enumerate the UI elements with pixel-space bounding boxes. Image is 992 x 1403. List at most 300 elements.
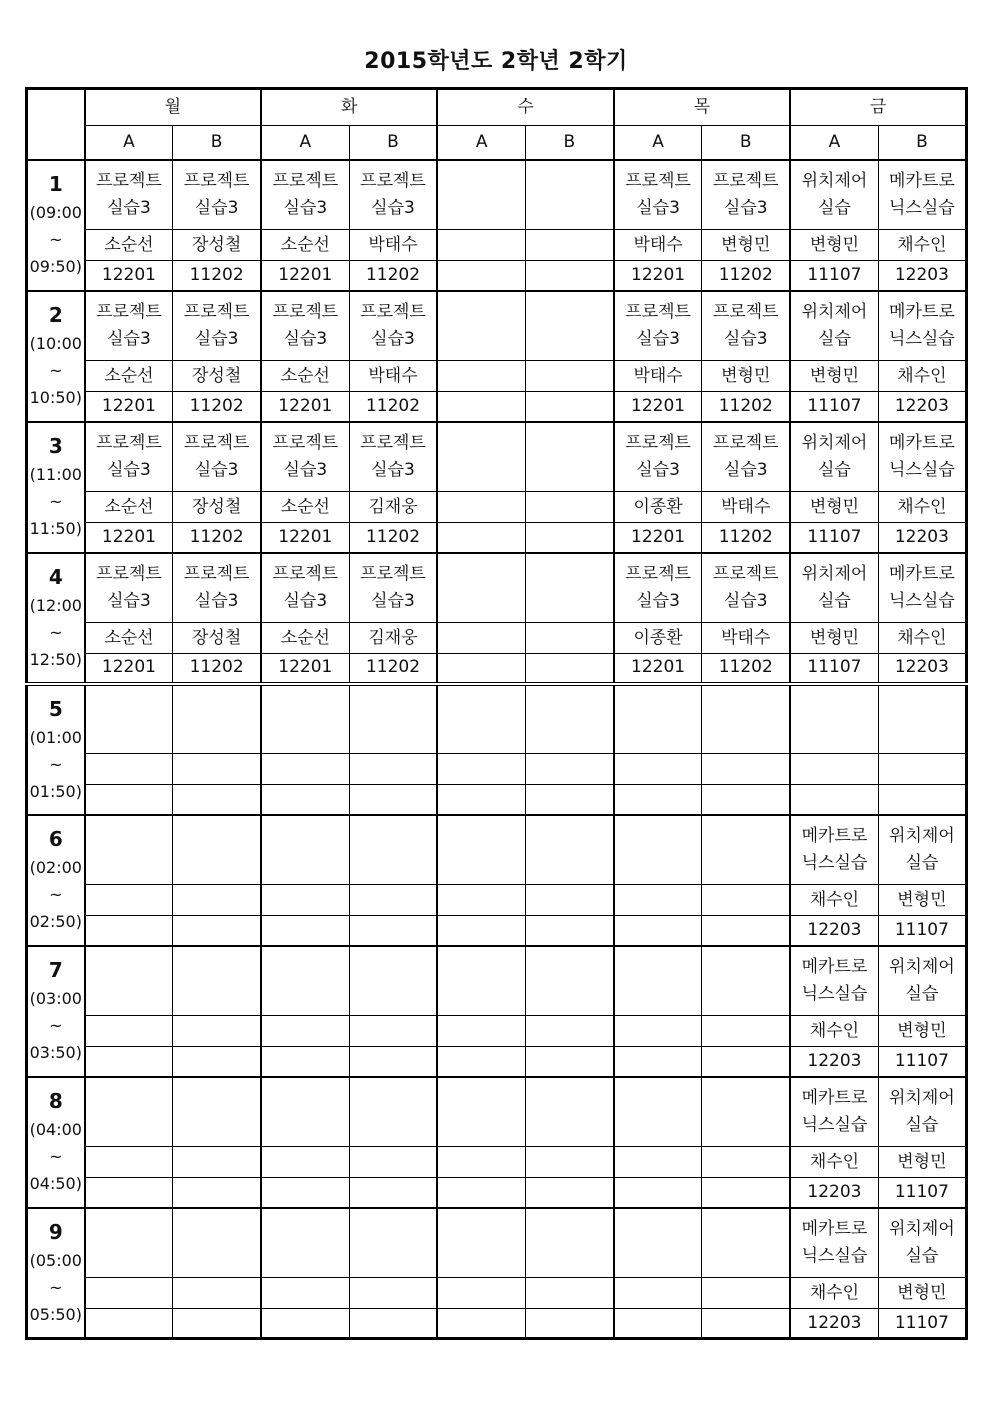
subject-cell xyxy=(261,553,349,623)
subject-cell xyxy=(349,291,437,361)
subject-cell xyxy=(437,815,525,885)
subject-line: 실습 xyxy=(905,983,939,1004)
subject-line: 닉스실습 xyxy=(801,852,868,873)
room-cell xyxy=(349,1178,437,1208)
subject-cell xyxy=(790,946,878,1016)
teacher-cell xyxy=(437,1016,525,1047)
subject-line: 프로젝트 xyxy=(272,563,339,584)
subject-line: 프로젝트 xyxy=(625,563,691,584)
teacher-cell xyxy=(85,1016,173,1047)
teacher-cell: 박태수 xyxy=(349,361,437,392)
room-cell xyxy=(437,261,525,291)
teacher-cell: 채수인 xyxy=(878,492,966,523)
period-start: (11:00 xyxy=(29,464,82,484)
subject-cell xyxy=(85,422,173,492)
period-end: 12:50) xyxy=(29,649,82,669)
subject-line: 프로젝트 xyxy=(360,563,426,584)
subject-line: 프로젝트 xyxy=(96,432,162,453)
teacher-cell xyxy=(173,1147,261,1178)
period-sep: ~ xyxy=(49,622,63,642)
subject-cell xyxy=(85,684,173,754)
period-number: 4 xyxy=(48,564,63,589)
room-cell xyxy=(526,523,614,553)
subject-cell xyxy=(878,422,966,492)
subject-line: 실습3 xyxy=(107,459,151,480)
room-cell: 11107 xyxy=(790,261,878,291)
period-row-room xyxy=(27,654,967,684)
subject-cell xyxy=(173,1077,261,1147)
subject-line: 위치제어 xyxy=(801,432,868,453)
subject-cell xyxy=(702,1077,790,1147)
subject-cell xyxy=(614,1208,702,1278)
subject-cell xyxy=(614,291,702,361)
subject-cell xyxy=(526,1208,614,1278)
day-header: 수 xyxy=(437,89,613,126)
room-cell: 12201 xyxy=(261,261,349,291)
subject-line: 메카트로 xyxy=(801,825,868,846)
subject-cell xyxy=(437,291,525,361)
subject-cell xyxy=(85,553,173,623)
room-cell: 12201 xyxy=(261,654,349,684)
teacher-cell: 장성철 xyxy=(173,361,261,392)
subject-line: 실습3 xyxy=(107,328,151,349)
room-cell xyxy=(173,916,261,946)
subject-cell xyxy=(526,160,614,230)
subject-line: 닉스실습 xyxy=(889,197,955,218)
period-number: 9 xyxy=(48,1219,63,1244)
period-start: (05:00 xyxy=(29,1250,82,1270)
teacher-cell: 소순선 xyxy=(261,230,349,261)
header-groups-row xyxy=(27,126,967,160)
subject-cell xyxy=(526,946,614,1016)
subject-cell xyxy=(173,160,261,230)
subject-cell xyxy=(614,684,702,754)
period-number: 1 xyxy=(48,171,63,196)
room-cell: 11202 xyxy=(349,392,437,422)
period-row-teacher xyxy=(27,492,967,523)
teacher-cell xyxy=(437,754,525,785)
room-cell: 12201 xyxy=(85,523,173,553)
room-cell xyxy=(437,1178,525,1208)
subject-cell xyxy=(85,1208,173,1278)
subject-cell xyxy=(702,160,790,230)
teacher-cell xyxy=(614,1278,702,1309)
subject-cell xyxy=(878,1208,966,1278)
teacher-cell: 소순선 xyxy=(85,230,173,261)
teacher-cell xyxy=(261,754,349,785)
header-days-row xyxy=(27,89,967,126)
teacher-cell xyxy=(349,754,437,785)
room-cell: 12201 xyxy=(614,261,702,291)
period-start: (02:00 xyxy=(29,857,82,877)
room-cell: 12201 xyxy=(85,261,173,291)
room-cell xyxy=(85,1178,173,1208)
room-cell: 12203 xyxy=(878,523,966,553)
subject-line: 실습3 xyxy=(371,459,415,480)
teacher-cell: 박태수 xyxy=(349,230,437,261)
room-cell xyxy=(261,1047,349,1077)
room-cell xyxy=(437,1309,525,1339)
subject-cell xyxy=(261,946,349,1016)
teacher-cell xyxy=(526,1278,614,1309)
teacher-cell: 변형민 xyxy=(702,230,790,261)
room-cell xyxy=(702,785,790,815)
period-row-room xyxy=(27,523,967,553)
subject-cell xyxy=(526,815,614,885)
subject-cell xyxy=(790,1208,878,1278)
subject-line: 실습3 xyxy=(283,459,328,480)
subject-cell xyxy=(349,1208,437,1278)
period-row-room xyxy=(27,392,967,422)
period-number: 3 xyxy=(48,433,63,458)
teacher-cell: 채수인 xyxy=(878,361,966,392)
subject-cell xyxy=(173,1208,261,1278)
room-cell xyxy=(261,916,349,946)
subject-cell xyxy=(790,553,878,623)
day-header: 화 xyxy=(261,89,437,126)
subject-cell xyxy=(261,815,349,885)
subject-cell xyxy=(437,553,525,623)
subject-cell xyxy=(702,684,790,754)
room-cell: 12201 xyxy=(614,392,702,422)
room-cell xyxy=(526,261,614,291)
subject-line: 위치제어 xyxy=(889,1087,955,1108)
subject-line: 메카트로 xyxy=(889,301,955,322)
period-end: 10:50) xyxy=(29,387,82,407)
period-row xyxy=(27,1077,967,1147)
teacher-cell: 장성철 xyxy=(173,623,261,654)
teacher-cell: 채수인 xyxy=(790,1016,878,1047)
room-cell: 12203 xyxy=(790,1178,878,1208)
subject-line: 메카트로 xyxy=(889,170,955,191)
page-title: 2015학년도 2학년 2학기 xyxy=(364,49,628,74)
subject-line: 실습3 xyxy=(283,328,328,349)
group-header: A xyxy=(437,126,525,160)
subject-line: 실습3 xyxy=(723,197,768,218)
subject-line: 실습 xyxy=(905,1114,939,1135)
room-cell: 11107 xyxy=(878,1178,966,1208)
subject-line: 실습3 xyxy=(194,590,239,611)
subject-line: 실습3 xyxy=(107,197,151,218)
room-cell xyxy=(173,1309,261,1339)
room-cell xyxy=(173,1178,261,1208)
period-row-teacher xyxy=(27,1278,967,1309)
period-row xyxy=(27,815,967,885)
room-cell: 11107 xyxy=(878,1047,966,1077)
subject-line: 실습 xyxy=(905,1245,939,1266)
subject-line: 위치제어 xyxy=(801,563,868,584)
group-header: A xyxy=(261,126,349,160)
subject-line: 실습3 xyxy=(723,328,768,349)
teacher-cell: 변형민 xyxy=(878,1016,966,1047)
subject-line: 실습3 xyxy=(371,590,415,611)
subject-cell xyxy=(702,422,790,492)
teacher-cell xyxy=(526,1147,614,1178)
teacher-cell xyxy=(85,1147,173,1178)
teacher-cell xyxy=(173,885,261,916)
group-header: A xyxy=(85,126,173,160)
teacher-cell xyxy=(437,1278,525,1309)
room-cell: 11202 xyxy=(702,654,790,684)
room-cell: 12203 xyxy=(878,392,966,422)
period-start: (09:00 xyxy=(29,202,82,222)
subject-cell xyxy=(173,291,261,361)
subject-line: 실습3 xyxy=(371,197,415,218)
period-sep: ~ xyxy=(49,884,63,904)
day-header: 금 xyxy=(790,89,966,126)
subject-line: 실습3 xyxy=(283,590,328,611)
room-cell xyxy=(526,1047,614,1077)
subject-cell xyxy=(437,946,525,1016)
subject-line: 메카트로 xyxy=(801,956,868,977)
teacher-cell xyxy=(526,754,614,785)
teacher-cell xyxy=(437,361,525,392)
room-cell: 11202 xyxy=(349,261,437,291)
room-cell xyxy=(261,1309,349,1339)
teacher-cell: 변형민 xyxy=(790,492,878,523)
teacher-cell xyxy=(878,754,966,785)
room-cell xyxy=(173,785,261,815)
timetable xyxy=(25,87,968,1340)
subject-cell xyxy=(614,946,702,1016)
subject-line: 실습3 xyxy=(723,459,768,480)
subject-line: 위치제어 xyxy=(801,301,868,322)
subject-cell xyxy=(349,946,437,1016)
room-cell: 12203 xyxy=(790,1309,878,1339)
period-row xyxy=(27,684,967,754)
period-end: 09:50) xyxy=(29,256,82,276)
subject-cell xyxy=(878,291,966,361)
room-cell: 12201 xyxy=(85,654,173,684)
room-cell xyxy=(614,916,702,946)
teacher-cell: 박태수 xyxy=(702,623,790,654)
subject-cell xyxy=(614,1077,702,1147)
subject-cell xyxy=(878,1077,966,1147)
teacher-cell: 변형민 xyxy=(878,1278,966,1309)
subject-cell xyxy=(349,1077,437,1147)
subject-cell xyxy=(261,291,349,361)
subject-line: 닉스실습 xyxy=(889,328,955,349)
room-cell: 11202 xyxy=(702,261,790,291)
subject-cell xyxy=(526,684,614,754)
teacher-cell xyxy=(85,754,173,785)
room-cell: 11202 xyxy=(173,261,261,291)
subject-line: 프로젝트 xyxy=(272,301,339,322)
period-row xyxy=(27,291,967,361)
subject-cell xyxy=(790,291,878,361)
subject-line: 프로젝트 xyxy=(625,432,691,453)
room-cell xyxy=(349,1309,437,1339)
period-row xyxy=(27,422,967,492)
teacher-cell: 김재웅 xyxy=(349,492,437,523)
room-cell: 11202 xyxy=(349,523,437,553)
period-label xyxy=(27,1208,85,1339)
room-cell xyxy=(85,1309,173,1339)
subject-line: 프로젝트 xyxy=(96,563,162,584)
subject-line: 실습3 xyxy=(636,590,680,611)
subject-line: 닉스실습 xyxy=(801,983,868,1004)
room-cell xyxy=(85,1047,173,1077)
teacher-cell: 채수인 xyxy=(790,1147,878,1178)
teacher-cell xyxy=(526,623,614,654)
teacher-cell: 김재웅 xyxy=(349,623,437,654)
subject-cell xyxy=(85,291,173,361)
subject-line: 실습3 xyxy=(723,590,768,611)
teacher-cell xyxy=(526,230,614,261)
group-header: B xyxy=(349,126,437,160)
period-start: (12:00 xyxy=(29,595,82,615)
subject-cell xyxy=(878,815,966,885)
teacher-cell xyxy=(614,1016,702,1047)
room-cell: 11202 xyxy=(349,654,437,684)
subject-cell xyxy=(878,684,966,754)
room-cell xyxy=(702,916,790,946)
subject-line: 프로젝트 xyxy=(360,432,426,453)
room-cell xyxy=(261,785,349,815)
room-cell: 11107 xyxy=(790,654,878,684)
teacher-cell xyxy=(437,492,525,523)
subject-cell xyxy=(702,553,790,623)
subject-cell xyxy=(349,553,437,623)
teacher-cell: 변형민 xyxy=(878,1147,966,1178)
subject-cell xyxy=(85,946,173,1016)
room-cell xyxy=(85,916,173,946)
teacher-cell xyxy=(614,754,702,785)
subject-cell xyxy=(437,1077,525,1147)
subject-cell xyxy=(85,1077,173,1147)
subject-cell xyxy=(614,160,702,230)
room-cell: 12203 xyxy=(790,916,878,946)
subject-line: 위치제어 xyxy=(889,1218,955,1239)
room-cell: 11202 xyxy=(173,392,261,422)
teacher-cell: 이종환 xyxy=(614,492,702,523)
subject-line: 프로젝트 xyxy=(360,301,426,322)
period-sep: ~ xyxy=(49,1277,63,1297)
teacher-cell xyxy=(526,885,614,916)
period-start: (01:00 xyxy=(29,727,82,747)
subject-line: 프로젝트 xyxy=(272,170,339,191)
group-header: B xyxy=(526,126,614,160)
subject-line: 메카트로 xyxy=(889,563,955,584)
teacher-cell: 채수인 xyxy=(790,1278,878,1309)
period-end: 03:50) xyxy=(29,1042,82,1062)
subject-cell xyxy=(878,946,966,1016)
subject-cell xyxy=(878,553,966,623)
teacher-cell xyxy=(173,1016,261,1047)
room-cell xyxy=(261,1178,349,1208)
subject-cell xyxy=(173,815,261,885)
room-cell: 11202 xyxy=(702,392,790,422)
subject-cell xyxy=(261,1208,349,1278)
teacher-cell: 장성철 xyxy=(173,492,261,523)
period-label xyxy=(27,160,85,291)
period-row-room xyxy=(27,1178,967,1208)
teacher-cell xyxy=(349,885,437,916)
teacher-cell xyxy=(702,1278,790,1309)
room-cell: 11107 xyxy=(878,1309,966,1339)
subject-line: 실습3 xyxy=(636,197,680,218)
subject-line: 실습3 xyxy=(636,328,680,349)
subject-cell xyxy=(349,160,437,230)
room-cell xyxy=(85,785,173,815)
teacher-cell xyxy=(437,623,525,654)
room-cell xyxy=(526,654,614,684)
period-row-teacher xyxy=(27,361,967,392)
teacher-cell xyxy=(526,361,614,392)
period-row-room xyxy=(27,785,967,815)
teacher-cell: 변형민 xyxy=(790,230,878,261)
room-cell xyxy=(702,1178,790,1208)
teacher-cell xyxy=(614,885,702,916)
teacher-cell xyxy=(790,754,878,785)
subject-line: 프로젝트 xyxy=(183,170,250,191)
teacher-cell xyxy=(173,1278,261,1309)
teacher-cell xyxy=(437,885,525,916)
room-cell xyxy=(437,392,525,422)
subject-cell xyxy=(790,815,878,885)
subject-cell xyxy=(173,422,261,492)
period-label xyxy=(27,291,85,422)
subject-line: 메카트로 xyxy=(801,1218,868,1239)
period-label xyxy=(27,684,85,815)
period-row-teacher xyxy=(27,885,967,916)
period-row-room xyxy=(27,1047,967,1077)
subject-line: 실습3 xyxy=(194,197,239,218)
period-label xyxy=(27,1077,85,1208)
group-header: A xyxy=(614,126,702,160)
period-row xyxy=(27,553,967,623)
room-cell: 12203 xyxy=(790,1047,878,1077)
room-cell xyxy=(349,785,437,815)
period-start: (03:00 xyxy=(29,988,82,1008)
teacher-cell: 박태수 xyxy=(614,361,702,392)
period-row xyxy=(27,160,967,230)
room-cell xyxy=(349,1047,437,1077)
subject-line: 실습3 xyxy=(283,197,328,218)
room-cell xyxy=(526,1309,614,1339)
room-cell: 12201 xyxy=(261,392,349,422)
period-row-teacher xyxy=(27,230,967,261)
teacher-cell: 채수인 xyxy=(878,623,966,654)
teacher-cell: 소순선 xyxy=(261,623,349,654)
subject-line: 실습 xyxy=(818,459,851,480)
subject-cell xyxy=(85,160,173,230)
period-end: 01:50) xyxy=(29,781,82,801)
group-header: B xyxy=(702,126,790,160)
subject-cell xyxy=(702,1208,790,1278)
subject-cell xyxy=(437,1208,525,1278)
subject-cell xyxy=(702,291,790,361)
subject-line: 실습3 xyxy=(107,590,151,611)
subject-cell xyxy=(526,422,614,492)
subject-line: 실습3 xyxy=(636,459,680,480)
period-sep: ~ xyxy=(49,229,63,249)
teacher-cell xyxy=(349,1147,437,1178)
subject-cell xyxy=(614,422,702,492)
teacher-cell xyxy=(702,1147,790,1178)
subject-cell xyxy=(261,422,349,492)
subject-line: 프로젝트 xyxy=(712,170,779,191)
teacher-cell: 박태수 xyxy=(702,492,790,523)
teacher-cell xyxy=(349,1016,437,1047)
room-cell xyxy=(526,916,614,946)
room-cell xyxy=(173,1047,261,1077)
subject-line: 프로젝트 xyxy=(712,432,779,453)
period-row-room xyxy=(27,1309,967,1339)
period-row-room xyxy=(27,261,967,291)
teacher-cell: 소순선 xyxy=(261,361,349,392)
period-number: 7 xyxy=(48,957,63,982)
